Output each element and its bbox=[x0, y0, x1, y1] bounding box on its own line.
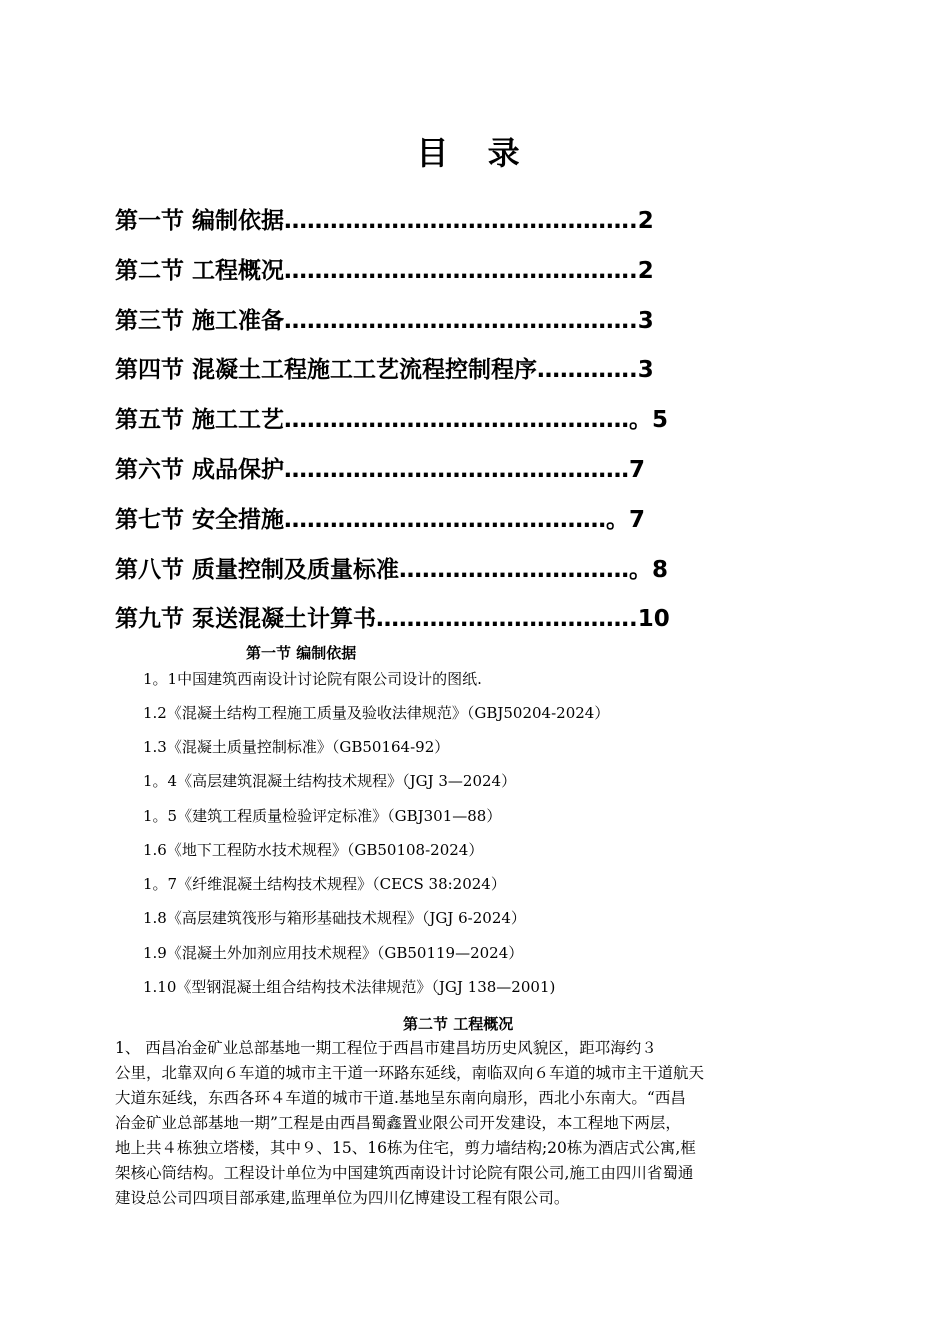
toc-entry: 第七节 安全措施……………………………………。7 bbox=[115, 507, 646, 533]
paragraph-line: 建设总公司四项目部承建,监理单位为四川亿博建设工程有限公司。 bbox=[115, 1189, 570, 1207]
reference-item: 1。1中国建筑西南设计讨论院有限公司设计的图纸. bbox=[143, 670, 482, 688]
toc-entry: 第一节 编制依据……………………………………….2 bbox=[115, 208, 654, 234]
paragraph-line: 公里，北靠双向６车道的城市主干道一环路东延线，南临双向６车道的城市主干道航天 bbox=[115, 1064, 705, 1082]
section-heading: 第二节 工程概况 bbox=[403, 1015, 514, 1033]
reference-item: 1.8《高层建筑筏形与箱形基础技术规程》（JGJ 6-2024） bbox=[143, 909, 526, 927]
toc-entry: 第九节 泵送混凝土计算书…………………………….10 bbox=[115, 606, 670, 632]
paragraph-line: 1、 西昌冶金矿业总部基地一期工程位于西昌市建昌坊历史风貌区，距邛海约３ bbox=[115, 1039, 657, 1057]
paragraph-line: 大道东延线，东西各环４车道的城市干道.基地呈东南向扇形，西北小东南大。“西昌 bbox=[115, 1089, 686, 1107]
project-overview-paragraph bbox=[115, 1036, 837, 1211]
paragraph-line: 冶金矿业总部基地一期”工程是由西昌蜀鑫置业限公司开发建设，本工程地下两层， bbox=[115, 1114, 681, 1132]
toc-entry: 第八节 质量控制及质量标准…………………………。8 bbox=[115, 557, 669, 583]
reference-item: 1.9《混凝土外加剂应用技术规程》（GB50119—2024） bbox=[143, 944, 524, 962]
toc-entry: 第二节 工程概况……………………………………….2 bbox=[115, 258, 654, 284]
paragraph-line: 地上共４栋独立塔楼，其中９、15、16栋为住宅，剪力墙结构;20栋为酒店式公寓,框 bbox=[115, 1139, 696, 1157]
reference-item: 1.6《地下工程防水技术规程》（GB50108-2024） bbox=[143, 841, 484, 859]
toc-title: 目 录 bbox=[416, 134, 534, 172]
toc-entry: 第五节 施工工艺………………………………………。5 bbox=[115, 407, 669, 433]
reference-item: 1.2《混凝土结构工程施工质量及验收法律规范》（GBJ50204-2024） bbox=[143, 704, 610, 722]
section-heading: 第一节 编制依据 bbox=[246, 644, 357, 662]
toc-entry: 第三节 施工准备……………………………………….3 bbox=[115, 308, 654, 334]
reference-item: 1。5《建筑工程质量检验评定标准》（GBJ301—88） bbox=[143, 807, 502, 825]
reference-item: 1.3《混凝土质量控制标准》（GB50164-92） bbox=[143, 738, 450, 756]
reference-item: 1。7《纤维混凝土结构技术规程》（CECS 38:2024） bbox=[143, 875, 506, 893]
paragraph-line: 架核心筒结构。工程设计单位为中国建筑西南设计讨论院有限公司,施工由四川省蜀通 bbox=[115, 1164, 694, 1182]
toc-entry: 第六节 成品保护………………………………………7 bbox=[115, 457, 646, 483]
reference-item: 1。4《高层建筑混凝土结构技术规程》（JGJ 3—2024） bbox=[143, 772, 517, 790]
reference-item: 1.10《型钢混凝土组合结构技术法律规范》（JGJ 138—2001) bbox=[143, 978, 556, 996]
toc-entry: 第四节 混凝土工程施工工艺流程控制程序………….3 bbox=[115, 357, 654, 383]
